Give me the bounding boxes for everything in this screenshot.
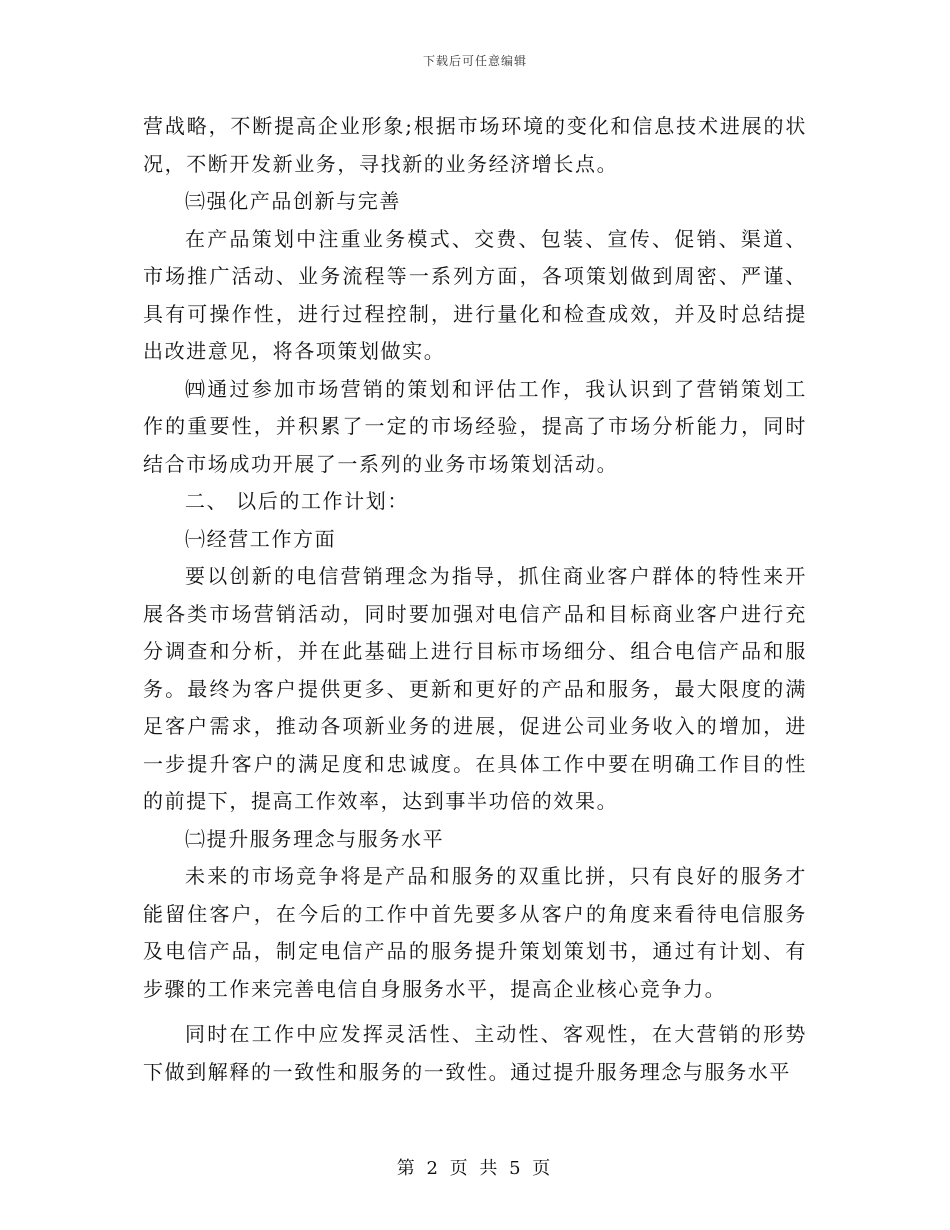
subsection-heading-2: ㈡提升服务理念与服务水平 xyxy=(185,826,445,851)
document-body xyxy=(143,108,807,1091)
paragraph-service-consistency: 同时在工作中应发挥灵活性、主动性、客观性，在大营销的形势下做到解释的一致性和服务的一致性。通过提升服务理念与服务水平 xyxy=(143,1022,807,1084)
section-heading-future-plan: 二、 以后的工作计划： xyxy=(185,489,409,513)
page-footer: 第 2 页 共 5 页 xyxy=(396,1158,554,1179)
paragraph-operations: 要以创新的电信营销理念为指导，抓住商业客户群体的特性来开展各类市场营销活动，同时要加强对电信产品和目标商业客户进行充分调查和分析，并在此基础上进行目标市场细分、组合电信产品和服务。最终为客户提供更多、更新和更好的产品和服务，最大限度的满足客户需求，推动各项新业务的进展，促进公司业务收入的增加，进一步提升客户的满足度和忠诚度。在具体工作中要在明确工作目的性的前提下，提高工作效率，达到事半功倍的效果。 xyxy=(143,564,807,813)
section-heading-4: ㈣通过参加市场营销的策划和评估工作，我认识到了营销策划工作的重要性，并积累了一定的市场经验，提高了市场分析能力，同时结合市场成功开展了一系列的业务市场策划活动。 xyxy=(143,376,807,476)
paragraph-product-innovation: 在产品策划中注重业务模式、交费、包装、宣传、促销、渠道、市场推广活动、业务流程等一系列方面，各项策划做到周密、严谨、具有可操作性，进行过程控制，进行量化和检查成效，并及时总结提出改进意见，将各项策划做实。 xyxy=(143,226,807,363)
section-heading-3: ㈢强化产品创新与完善 xyxy=(185,189,401,213)
subsection-heading-1: ㈠经营工作方面 xyxy=(185,526,337,551)
paragraph-continuation: 营战略，不断提高企业形象;根据市场环境的变化和信息技术进展的状况，不断开发新业务，寻找新的业务经济增长点。 xyxy=(143,114,807,176)
paragraph-service-competition: 未来的市场竞争将是产品和服务的双重比拼，只有良好的服务才能留住客户，在今后的工作中首先要多从客户的角度来看待电信服务及电信产品，制定电信产品的服务提升策划策划书，通过有计划、有步骤的工作来完善电信自身服务水平，提高企业核心竞争力。 xyxy=(143,864,807,1001)
page-header: 下载后可任意编辑 xyxy=(422,54,527,68)
